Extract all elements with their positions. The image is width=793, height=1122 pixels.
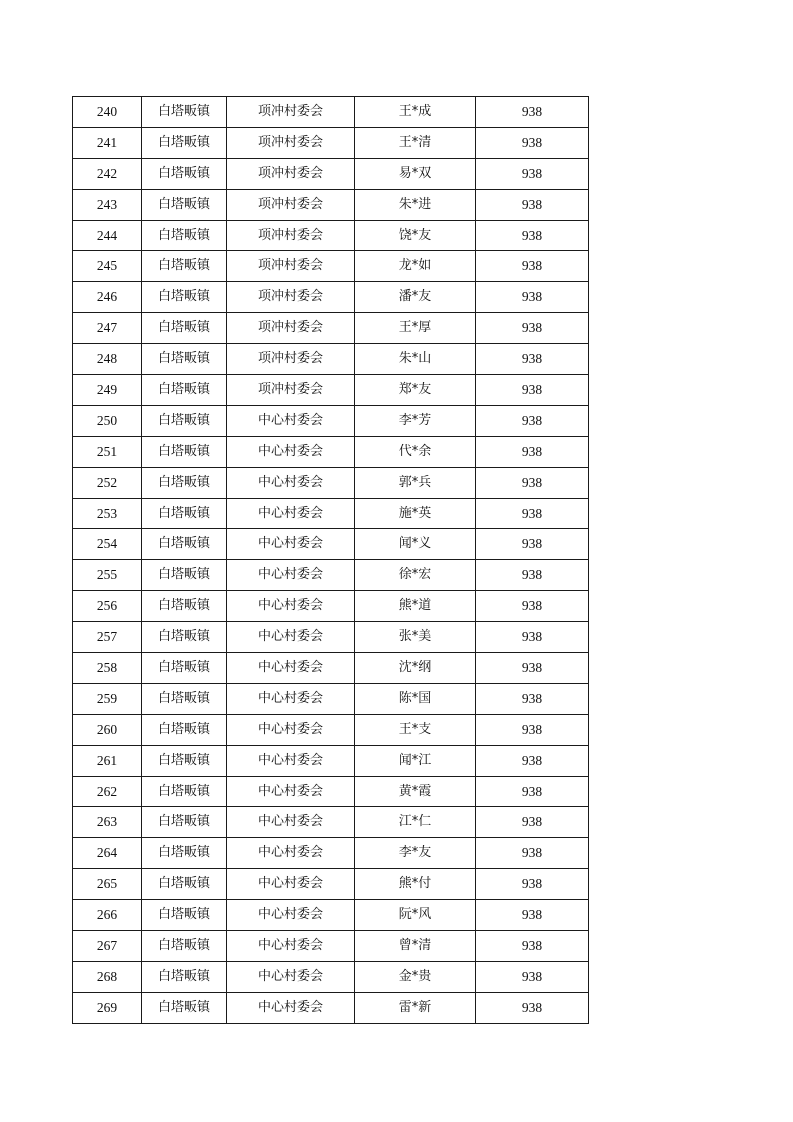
row-number-cell: 250: [73, 405, 142, 436]
table-row: [73, 714, 589, 745]
village-committee-cell: 中心村委会: [227, 900, 355, 931]
village-committee-cell: 中心村委会: [227, 714, 355, 745]
village-committee-cell: 中心村委会: [227, 529, 355, 560]
town-cell: 白塔畈镇: [142, 498, 227, 529]
town-cell: 白塔畈镇: [142, 776, 227, 807]
table-row: [73, 282, 589, 313]
row-number-cell: 248: [73, 344, 142, 375]
town-cell: 白塔畈镇: [142, 838, 227, 869]
town-cell: 白塔畈镇: [142, 529, 227, 560]
row-number-cell: 243: [73, 189, 142, 220]
amount-cell: 938: [476, 653, 589, 684]
row-number-cell: 252: [73, 467, 142, 498]
person-name-cell: 阮*风: [355, 900, 476, 931]
amount-cell: 938: [476, 313, 589, 344]
table-row: [73, 591, 589, 622]
table-row: [73, 97, 589, 128]
town-cell: 白塔畈镇: [142, 158, 227, 189]
amount-cell: 938: [476, 97, 589, 128]
amount-cell: 938: [476, 838, 589, 869]
town-cell: 白塔畈镇: [142, 931, 227, 962]
town-cell: 白塔畈镇: [142, 313, 227, 344]
roster-body: [73, 97, 589, 1024]
town-cell: 白塔畈镇: [142, 683, 227, 714]
person-name-cell: 王*厚: [355, 313, 476, 344]
town-cell: 白塔畈镇: [142, 467, 227, 498]
town-cell: 白塔畈镇: [142, 714, 227, 745]
person-name-cell: 龙*如: [355, 251, 476, 282]
town-cell: 白塔畈镇: [142, 622, 227, 653]
person-name-cell: 闻*义: [355, 529, 476, 560]
person-name-cell: 徐*宏: [355, 560, 476, 591]
row-number-cell: 253: [73, 498, 142, 529]
amount-cell: 938: [476, 529, 589, 560]
amount-cell: 938: [476, 375, 589, 406]
amount-cell: 938: [476, 622, 589, 653]
amount-cell: 938: [476, 931, 589, 962]
person-name-cell: 代*余: [355, 436, 476, 467]
row-number-cell: 245: [73, 251, 142, 282]
village-committee-cell: 中心村委会: [227, 591, 355, 622]
table-row: [73, 683, 589, 714]
person-name-cell: 曾*清: [355, 931, 476, 962]
amount-cell: 938: [476, 807, 589, 838]
table-row: [73, 807, 589, 838]
town-cell: 白塔畈镇: [142, 961, 227, 992]
amount-cell: 938: [476, 344, 589, 375]
village-committee-cell: 项冲村委会: [227, 313, 355, 344]
town-cell: 白塔畈镇: [142, 900, 227, 931]
person-name-cell: 王*清: [355, 127, 476, 158]
table-row: [73, 931, 589, 962]
town-cell: 白塔畈镇: [142, 653, 227, 684]
row-number-cell: 258: [73, 653, 142, 684]
village-committee-cell: 中心村委会: [227, 931, 355, 962]
person-name-cell: 易*双: [355, 158, 476, 189]
amount-cell: 938: [476, 405, 589, 436]
table-row: [73, 529, 589, 560]
village-committee-cell: 中心村委会: [227, 869, 355, 900]
amount-cell: 938: [476, 436, 589, 467]
amount-cell: 938: [476, 683, 589, 714]
village-committee-cell: 项冲村委会: [227, 344, 355, 375]
table-row: [73, 251, 589, 282]
town-cell: 白塔畈镇: [142, 560, 227, 591]
town-cell: 白塔畈镇: [142, 127, 227, 158]
row-number-cell: 267: [73, 931, 142, 962]
village-committee-cell: 中心村委会: [227, 560, 355, 591]
person-name-cell: 江*仁: [355, 807, 476, 838]
village-committee-cell: 项冲村委会: [227, 189, 355, 220]
village-committee-cell: 中心村委会: [227, 776, 355, 807]
table-row: [73, 313, 589, 344]
person-name-cell: 黄*霞: [355, 776, 476, 807]
amount-cell: 938: [476, 869, 589, 900]
village-committee-cell: 中心村委会: [227, 745, 355, 776]
row-number-cell: 249: [73, 375, 142, 406]
person-name-cell: 李*芳: [355, 405, 476, 436]
person-name-cell: 朱*山: [355, 344, 476, 375]
table-row: [73, 220, 589, 251]
row-number-cell: 241: [73, 127, 142, 158]
village-committee-cell: 中心村委会: [227, 683, 355, 714]
row-number-cell: 265: [73, 869, 142, 900]
town-cell: 白塔畈镇: [142, 220, 227, 251]
table-row: [73, 838, 589, 869]
table-row: [73, 776, 589, 807]
person-name-cell: 雷*新: [355, 992, 476, 1023]
town-cell: 白塔畈镇: [142, 189, 227, 220]
town-cell: 白塔畈镇: [142, 282, 227, 313]
person-name-cell: 熊*付: [355, 869, 476, 900]
town-cell: 白塔畈镇: [142, 992, 227, 1023]
row-number-cell: 240: [73, 97, 142, 128]
table-row: [73, 158, 589, 189]
row-number-cell: 246: [73, 282, 142, 313]
town-cell: 白塔畈镇: [142, 405, 227, 436]
amount-cell: 938: [476, 158, 589, 189]
person-name-cell: 朱*进: [355, 189, 476, 220]
row-number-cell: 264: [73, 838, 142, 869]
village-committee-cell: 中心村委会: [227, 961, 355, 992]
table-row: [73, 961, 589, 992]
person-name-cell: 李*友: [355, 838, 476, 869]
village-committee-cell: 中心村委会: [227, 405, 355, 436]
town-cell: 白塔畈镇: [142, 344, 227, 375]
amount-cell: 938: [476, 900, 589, 931]
table-row: [73, 405, 589, 436]
table-row: [73, 900, 589, 931]
village-committee-cell: 项冲村委会: [227, 251, 355, 282]
table-row: [73, 344, 589, 375]
table-row: [73, 375, 589, 406]
table-row: [73, 560, 589, 591]
village-committee-cell: 中心村委会: [227, 838, 355, 869]
person-name-cell: 陈*国: [355, 683, 476, 714]
row-number-cell: 256: [73, 591, 142, 622]
person-name-cell: 闻*江: [355, 745, 476, 776]
person-name-cell: 沈*纲: [355, 653, 476, 684]
row-number-cell: 268: [73, 961, 142, 992]
person-name-cell: 潘*友: [355, 282, 476, 313]
village-committee-cell: 中心村委会: [227, 436, 355, 467]
table-row: [73, 653, 589, 684]
table-row: [73, 498, 589, 529]
amount-cell: 938: [476, 591, 589, 622]
table-row: [73, 869, 589, 900]
row-number-cell: 255: [73, 560, 142, 591]
town-cell: 白塔畈镇: [142, 251, 227, 282]
row-number-cell: 261: [73, 745, 142, 776]
village-committee-cell: 项冲村委会: [227, 220, 355, 251]
amount-cell: 938: [476, 961, 589, 992]
town-cell: 白塔畈镇: [142, 436, 227, 467]
row-number-cell: 269: [73, 992, 142, 1023]
row-number-cell: 263: [73, 807, 142, 838]
village-committee-cell: 中心村委会: [227, 622, 355, 653]
village-committee-cell: 项冲村委会: [227, 282, 355, 313]
village-committee-cell: 项冲村委会: [227, 375, 355, 406]
town-cell: 白塔畈镇: [142, 97, 227, 128]
amount-cell: 938: [476, 498, 589, 529]
row-number-cell: 247: [73, 313, 142, 344]
amount-cell: 938: [476, 776, 589, 807]
town-cell: 白塔畈镇: [142, 375, 227, 406]
village-committee-cell: 中心村委会: [227, 807, 355, 838]
table-row: [73, 992, 589, 1023]
row-number-cell: 266: [73, 900, 142, 931]
person-name-cell: 饶*友: [355, 220, 476, 251]
subsidy-roster-table: [72, 96, 589, 1024]
person-name-cell: 王*支: [355, 714, 476, 745]
amount-cell: 938: [476, 745, 589, 776]
amount-cell: 938: [476, 560, 589, 591]
village-committee-cell: 项冲村委会: [227, 127, 355, 158]
village-committee-cell: 项冲村委会: [227, 97, 355, 128]
town-cell: 白塔畈镇: [142, 591, 227, 622]
person-name-cell: 熊*道: [355, 591, 476, 622]
person-name-cell: 金*贵: [355, 961, 476, 992]
village-committee-cell: 中心村委会: [227, 467, 355, 498]
town-cell: 白塔畈镇: [142, 869, 227, 900]
row-number-cell: 251: [73, 436, 142, 467]
amount-cell: 938: [476, 467, 589, 498]
table-row: [73, 622, 589, 653]
row-number-cell: 259: [73, 683, 142, 714]
table-row: [73, 436, 589, 467]
amount-cell: 938: [476, 282, 589, 313]
person-name-cell: 张*美: [355, 622, 476, 653]
amount-cell: 938: [476, 992, 589, 1023]
village-committee-cell: 项冲村委会: [227, 158, 355, 189]
table-row: [73, 127, 589, 158]
amount-cell: 938: [476, 127, 589, 158]
row-number-cell: 260: [73, 714, 142, 745]
row-number-cell: 262: [73, 776, 142, 807]
person-name-cell: 郑*友: [355, 375, 476, 406]
amount-cell: 938: [476, 251, 589, 282]
row-number-cell: 244: [73, 220, 142, 251]
amount-cell: 938: [476, 714, 589, 745]
table-row: [73, 189, 589, 220]
row-number-cell: 242: [73, 158, 142, 189]
town-cell: 白塔畈镇: [142, 745, 227, 776]
row-number-cell: 254: [73, 529, 142, 560]
row-number-cell: 257: [73, 622, 142, 653]
amount-cell: 938: [476, 220, 589, 251]
village-committee-cell: 中心村委会: [227, 498, 355, 529]
village-committee-cell: 中心村委会: [227, 653, 355, 684]
table-row: [73, 467, 589, 498]
person-name-cell: 王*成: [355, 97, 476, 128]
table-row: [73, 745, 589, 776]
person-name-cell: 郭*兵: [355, 467, 476, 498]
town-cell: 白塔畈镇: [142, 807, 227, 838]
amount-cell: 938: [476, 189, 589, 220]
person-name-cell: 施*英: [355, 498, 476, 529]
village-committee-cell: 中心村委会: [227, 992, 355, 1023]
